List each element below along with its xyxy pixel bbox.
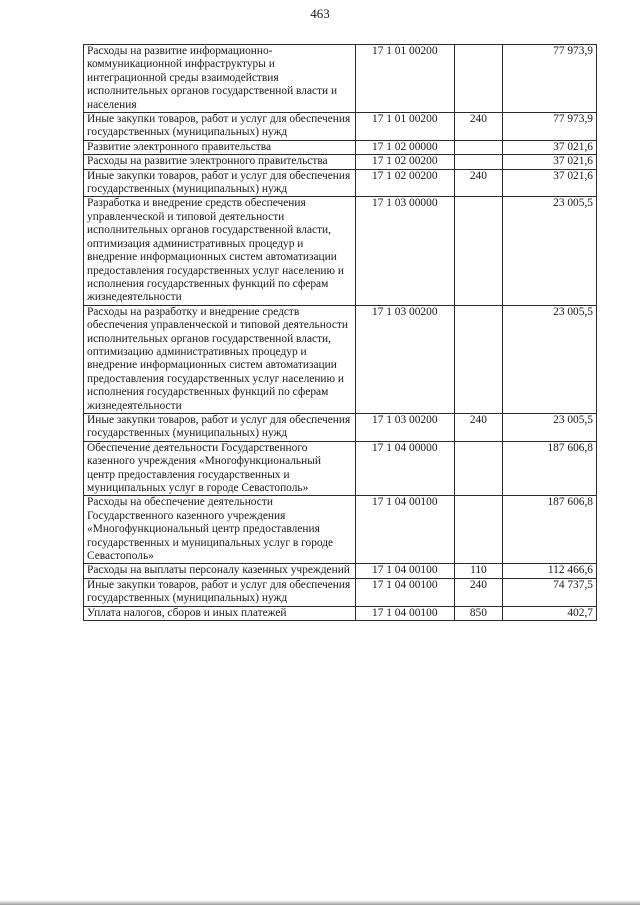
row-name: Иные закупки товаров, работ и услуг для обеспечения государственных (муниципальных) нужд [84, 413, 356, 441]
row-name: Расходы на развитие информационно-коммуникационной инфраструктуры и интеграционной среды взаимодействия исполнительных органов государственной власти и населения [84, 45, 356, 113]
row-sum: 77 973,9 [502, 45, 596, 113]
row-sum: 187 606,8 [502, 441, 596, 496]
row-name: Иные закупки товаров, работ и услуг для обеспечения государственных (муниципальных) нужд [84, 578, 356, 606]
row-type [454, 305, 502, 413]
row-sum: 23 005,5 [502, 305, 596, 413]
row-type [454, 197, 502, 305]
row-name: Иные закупки товаров, работ и услуг для обеспечения государственных (муниципальных) нужд [84, 169, 356, 197]
table-row [84, 606, 597, 620]
row-type: 110 [454, 564, 502, 578]
row-code: 17 1 04 00100 [355, 578, 454, 606]
row-name: Расходы на разработку и внедрение средств обеспечения управленческой и типовой деятельности исполнительных органов государственной власти, оптимизацию административных процедур и внедрение информационных систем автоматизации предоставления государственных услуг населению и исполнения государственных функций по сферам жизнедеятельности [84, 305, 356, 413]
row-code: 17 1 03 00000 [355, 197, 454, 305]
row-code: 17 1 03 00200 [355, 305, 454, 413]
table-row [84, 140, 597, 154]
row-sum: 187 606,8 [502, 496, 596, 564]
row-code: 17 1 02 00000 [355, 140, 454, 154]
table-row [84, 441, 597, 496]
table-row [84, 113, 597, 141]
row-sum: 402,7 [502, 606, 596, 620]
row-name: Разработка и внедрение средств обеспечения управленческой и типовой деятельности исполнительных органов государственной власти, оптимизация административных процедур и внедрение информационных систем автоматизации предоставления государственных услуг населению и исполнения государственных функций по сферам жизнедеятельности [84, 197, 356, 305]
row-sum: 23 005,5 [502, 197, 596, 305]
table-row [84, 155, 597, 169]
table-row [84, 169, 597, 197]
row-type [454, 45, 502, 113]
row-type: 850 [454, 606, 502, 620]
row-code: 17 1 04 00100 [355, 564, 454, 578]
table-row [84, 413, 597, 441]
row-sum: 77 973,9 [502, 113, 596, 141]
table-row [84, 578, 597, 606]
row-code: 17 1 02 00200 [355, 169, 454, 197]
row-name: Расходы на выплаты персоналу казенных учреждений [84, 564, 356, 578]
page-number: 463 [310, 6, 330, 21]
row-type [454, 441, 502, 496]
row-code: 17 1 01 00200 [355, 45, 454, 113]
row-sum: 37 021,6 [502, 155, 596, 169]
table-row [84, 305, 597, 413]
row-type [454, 155, 502, 169]
row-type [454, 140, 502, 154]
budget-table [83, 44, 597, 621]
row-name: Расходы на обеспечение деятельности Государственного казенного учреждения «Многофункциональный центр предоставления государственных и муниципальных услуг в городе Севастополь» [84, 496, 356, 564]
table-row [84, 496, 597, 564]
table-row [84, 564, 597, 578]
row-sum: 74 737,5 [502, 578, 596, 606]
row-name: Иные закупки товаров, работ и услуг для обеспечения государственных (муниципальных) нужд [84, 113, 356, 141]
row-name: Уплата налогов, сборов и иных платежей [84, 606, 356, 620]
table-row [84, 45, 597, 113]
row-code: 17 1 04 00000 [355, 441, 454, 496]
row-sum: 37 021,6 [502, 169, 596, 197]
row-type: 240 [454, 413, 502, 441]
row-type: 240 [454, 578, 502, 606]
row-type: 240 [454, 169, 502, 197]
row-sum: 37 021,6 [502, 140, 596, 154]
row-code: 17 1 04 00100 [355, 606, 454, 620]
row-type: 240 [454, 113, 502, 141]
row-name: Расходы на развитие электронного правительства [84, 155, 356, 169]
row-sum: 23 005,5 [502, 413, 596, 441]
row-code: 17 1 01 00200 [355, 113, 454, 141]
row-code: 17 1 03 00200 [355, 413, 454, 441]
table-row [84, 197, 597, 305]
row-sum: 112 466,6 [502, 564, 596, 578]
row-name: Обеспечение деятельности Государственного казенного учреждения «Многофункциональный центр предоставления государственных и муниципальных услуг в городе Севастополь» [84, 441, 356, 496]
row-code: 17 1 02 00200 [355, 155, 454, 169]
scan-edge [0, 900, 640, 905]
row-type [454, 496, 502, 564]
row-name: Развитие электронного правительства [84, 140, 356, 154]
row-code: 17 1 04 00100 [355, 496, 454, 564]
